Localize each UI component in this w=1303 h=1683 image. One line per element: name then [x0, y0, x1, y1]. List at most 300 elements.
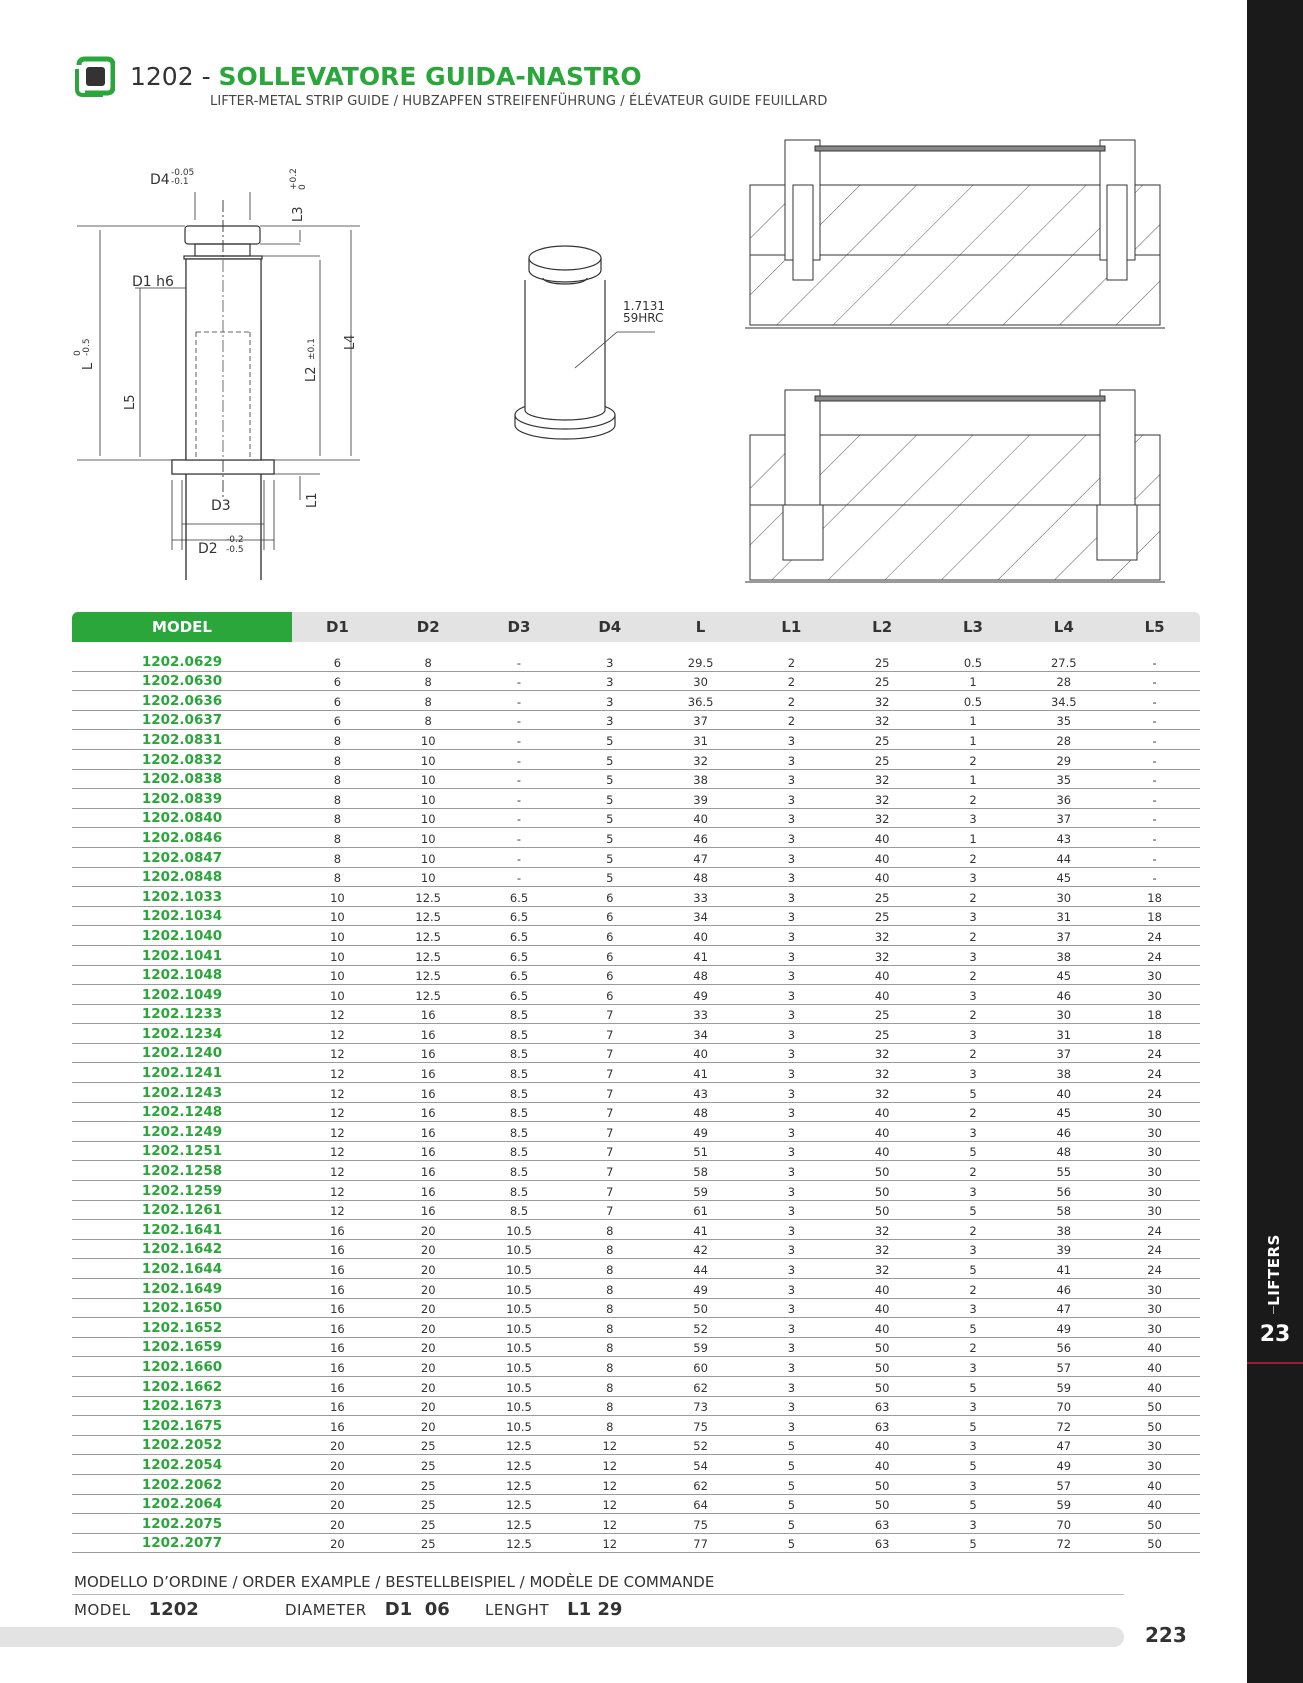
column-header: L [695, 618, 706, 636]
table-cell: 2 [969, 851, 977, 866]
table-cell: 16 [330, 1321, 345, 1336]
table-row [72, 966, 1200, 986]
table-cell: 12.5 [415, 910, 441, 925]
table-cell: 12 [330, 1086, 345, 1101]
label-material: 1.7131 [623, 299, 665, 313]
table-cell: 10 [420, 812, 436, 827]
model-code-cell: 1202.1251 [141, 1143, 223, 1160]
table-cell: 5 [969, 1537, 977, 1552]
table-cell: 30 [1147, 988, 1162, 1003]
table-cell: 50 [693, 1302, 708, 1317]
table-cell: 5 [787, 1458, 796, 1473]
table-cell: 12.5 [506, 1537, 532, 1552]
table-cell: 3 [787, 1086, 796, 1101]
table-cell: 3 [969, 910, 977, 925]
table-cell: 3 [969, 1125, 977, 1140]
table-cell: 5 [787, 1439, 796, 1454]
table-cell: 41 [693, 1067, 708, 1082]
table-cell: 3 [787, 812, 796, 827]
table-row [72, 711, 1200, 731]
table-cell: 25 [420, 1458, 436, 1473]
table-cell: 38 [1056, 949, 1072, 964]
table-cell: 5 [606, 851, 614, 866]
table-cell: 3 [787, 988, 796, 1003]
table-cell: 3 [787, 1243, 796, 1258]
table-cell: 20 [420, 1419, 436, 1434]
model-code-cell: 1202.0636 [141, 692, 223, 709]
model-code-cell: 1202.2052 [141, 1437, 223, 1454]
table-cell: 10.5 [506, 1360, 532, 1375]
model-code-cell: 1202.0846 [141, 829, 223, 846]
table-cell: 3 [787, 1341, 796, 1356]
table-cell: 7 [606, 1047, 614, 1062]
model-code-cell: 1202.1673 [141, 1398, 223, 1415]
table-cell: 40 [1147, 1498, 1162, 1513]
table-cell: 20 [420, 1400, 436, 1415]
table-cell: 45 [1056, 969, 1072, 984]
table-cell: 40 [874, 988, 890, 1003]
table-cell: 16 [330, 1419, 345, 1434]
table-row [72, 1220, 1200, 1240]
table-cell: 45 [1056, 1106, 1072, 1121]
table-cell: 5 [969, 1204, 977, 1219]
model-code-cell: 1202.2064 [141, 1496, 223, 1513]
table-cell: 3 [787, 1360, 796, 1375]
table-row [72, 1122, 1200, 1142]
model-code-cell: 1202.1259 [141, 1182, 223, 1199]
table-row [72, 868, 1200, 888]
title-name: SOLLEVATORE GUIDA-NASTRO [218, 62, 642, 91]
table-cell: 12 [602, 1498, 618, 1513]
table-cell: 37 [693, 714, 708, 729]
table-cell: 30 [1147, 969, 1162, 984]
table-cell: 40 [874, 1125, 890, 1140]
table-cell: 25 [874, 1027, 890, 1042]
table-cell: 10.5 [506, 1400, 532, 1415]
table-cell: 25 [420, 1498, 436, 1513]
table-cell: 40 [693, 929, 708, 944]
table-cell: 6.5 [509, 929, 529, 944]
model-code-cell: 1202.1034 [141, 908, 223, 925]
table-cell: 30 [1056, 1008, 1072, 1023]
table-cell: 10 [420, 753, 436, 768]
table-cell: 55 [1056, 1165, 1072, 1180]
table-cell: 1 [969, 733, 977, 748]
table-cell: 25 [420, 1537, 436, 1552]
table-cell: 3 [787, 1400, 796, 1415]
table-cell: 5 [606, 773, 614, 788]
table-cell: 40 [874, 851, 890, 866]
table-cell: 10.5 [506, 1302, 532, 1317]
table-cell: 64 [693, 1498, 708, 1513]
table-cell: 3 [787, 1145, 796, 1160]
model-code-cell: 1202.1041 [141, 947, 223, 964]
table-cell: 20 [420, 1282, 436, 1297]
table-cell: 24 [1147, 1263, 1162, 1277]
table-cell: 49 [693, 1282, 708, 1297]
table-cell: 8.5 [509, 1106, 529, 1121]
page-number: 223 [1145, 1623, 1187, 1647]
table-cell: 3 [787, 949, 796, 964]
column-header: L3 [962, 618, 983, 636]
table-cell: 40 [874, 1321, 890, 1336]
table-cell: 77 [693, 1537, 708, 1552]
table-cell: 50 [874, 1184, 890, 1199]
table-cell: 3 [969, 988, 977, 1003]
table-cell: 59 [693, 1341, 708, 1356]
table-cell: 47 [693, 851, 708, 866]
table-row [72, 1436, 1200, 1456]
table-cell: 16 [330, 1341, 345, 1356]
table-cell: 25 [874, 890, 890, 905]
table-cell: 72 [1056, 1419, 1072, 1434]
table-cell: 3 [969, 812, 977, 827]
table-row [72, 1338, 1200, 1358]
table-cell: 29 [1056, 753, 1072, 768]
table-cell: 8 [606, 1400, 614, 1415]
table-cell: 36.5 [687, 694, 714, 709]
table-cell: 3 [606, 655, 614, 670]
table-cell: 20 [330, 1537, 345, 1552]
table-cell: - [516, 792, 522, 807]
table-row [72, 1063, 1200, 1083]
table-cell: 8 [424, 714, 432, 729]
table-cell: 2 [969, 1282, 977, 1297]
table-cell: 8.5 [509, 1067, 529, 1082]
table-cell: 16 [420, 1125, 436, 1140]
table-cell: 3 [787, 753, 796, 768]
table-cell: 25 [874, 753, 890, 768]
model-code-cell: 1202.0848 [141, 869, 223, 886]
side-tab [1247, 0, 1303, 1683]
table-cell: 30 [1147, 1165, 1162, 1180]
table-cell: - [1152, 792, 1157, 807]
table-cell: 3 [969, 949, 977, 964]
side-tab-number: 23 [1259, 1322, 1291, 1347]
table-cell: 12.5 [506, 1478, 532, 1493]
table-cell: 30 [1147, 1106, 1162, 1121]
table-cell: - [516, 753, 522, 768]
table-cell: 2 [787, 694, 796, 709]
table-cell: 16 [420, 1145, 436, 1160]
table-cell: 56 [1056, 1184, 1072, 1199]
table-cell: 3 [969, 1184, 977, 1199]
table-cell: 3 [969, 1517, 977, 1532]
column-header: L5 [1144, 618, 1165, 636]
table-cell: 8.5 [509, 1184, 529, 1199]
table-cell: 40 [874, 1106, 890, 1121]
table-cell: 32 [874, 949, 890, 964]
table-cell: 7 [606, 1165, 614, 1180]
column-header: MODEL [72, 612, 292, 642]
table-cell: 16 [420, 1008, 436, 1023]
table-cell: 2 [787, 714, 796, 729]
table-cell: - [516, 773, 522, 788]
table-cell: 39 [693, 792, 708, 807]
table-cell: 16 [330, 1263, 345, 1277]
table-row [72, 1024, 1200, 1044]
assembly-section-lower [745, 380, 1165, 590]
table-cell: 6.5 [509, 910, 529, 925]
label-d2: D2 [198, 541, 218, 557]
table-cell: 32 [874, 1067, 890, 1082]
table-cell: 3 [787, 1184, 796, 1199]
table-cell: 16 [420, 1184, 436, 1199]
model-code-cell: 1202.1233 [141, 1006, 223, 1023]
table-cell: 10.5 [506, 1380, 532, 1395]
table-cell: 10.5 [506, 1341, 532, 1356]
table-cell: 46 [1056, 988, 1072, 1003]
table-cell: 3 [787, 792, 796, 807]
table-cell: 20 [330, 1517, 345, 1532]
table-cell: 45 [1056, 871, 1072, 886]
model-code-cell: 1202.1234 [141, 1025, 223, 1042]
table-cell: 8.5 [509, 1027, 529, 1042]
table-cell: 3 [787, 1125, 796, 1140]
model-code-cell: 1202.1249 [141, 1123, 223, 1140]
table-cell: 46 [693, 831, 708, 846]
table-cell: 3 [787, 1302, 796, 1317]
table-cell: 35 [1056, 773, 1072, 788]
table-cell: 42 [693, 1243, 708, 1258]
table-cell: - [516, 733, 522, 748]
table-row [72, 1103, 1200, 1123]
model-code-cell: 1202.2054 [141, 1456, 223, 1473]
table-cell: 16 [330, 1282, 345, 1297]
table-cell: 12 [330, 1145, 345, 1160]
table-cell: 10.5 [506, 1282, 532, 1297]
table-cell: 12 [330, 1008, 345, 1023]
model-code-cell: 1202.1641 [141, 1221, 223, 1238]
table-cell: - [1152, 714, 1157, 729]
table-cell: 5 [787, 1478, 796, 1493]
table-cell: 28 [1056, 675, 1072, 690]
table-cell: 3 [787, 831, 796, 846]
table-cell: 50 [1147, 1400, 1162, 1415]
table-cell: 16 [330, 1400, 345, 1415]
table-cell: 49 [1056, 1321, 1072, 1336]
table-cell: 30 [1147, 1321, 1162, 1336]
table-cell: 62 [693, 1380, 708, 1395]
label-d4-tol-bottom: -0.1 [171, 177, 189, 187]
order-diameter [285, 1599, 450, 1620]
table-cell: 6 [333, 655, 342, 670]
table-cell: 8 [333, 812, 342, 827]
table-row [72, 1397, 1200, 1417]
table-row [72, 1455, 1200, 1475]
table-cell: 3 [787, 1321, 796, 1336]
model-code-cell: 1202.0629 [141, 653, 223, 670]
table-cell: 2 [969, 890, 977, 905]
table-cell: - [1152, 871, 1157, 886]
table-cell: 12.5 [506, 1439, 532, 1454]
table-cell: 34.5 [1050, 694, 1077, 709]
table-cell: 63 [874, 1400, 890, 1415]
table-cell: 50 [874, 1341, 890, 1356]
table-cell: 12.5 [506, 1517, 532, 1532]
table-cell: 12 [330, 1106, 345, 1121]
table-cell: 20 [330, 1458, 345, 1473]
side-tab-accent [1247, 1362, 1303, 1364]
table-cell: 18 [1147, 910, 1162, 925]
table-cell: 5 [969, 1380, 977, 1395]
table-cell: 6.5 [509, 949, 529, 964]
model-code-cell: 1202.1659 [141, 1339, 223, 1356]
model-code-cell: 1202.1240 [141, 1045, 223, 1062]
table-cell: 7 [606, 1008, 614, 1023]
table-body [72, 652, 1200, 1553]
table-cell: 50 [874, 1204, 890, 1219]
table-cell: 3 [787, 1204, 796, 1219]
model-code-cell: 1202.1049 [141, 986, 223, 1003]
model-code-cell: 1202.1652 [141, 1319, 223, 1336]
table-cell: 32 [874, 1086, 890, 1101]
model-code-cell: 1202.1048 [141, 967, 223, 984]
table-cell: 40 [874, 871, 890, 886]
model-code-cell: 1202.2062 [141, 1476, 223, 1493]
table-cell: 1 [969, 831, 977, 846]
table-cell: 49 [1056, 1458, 1072, 1473]
model-code-cell: 1202.0847 [141, 849, 223, 866]
table-cell: 43 [1056, 831, 1072, 846]
table-cell: 2 [969, 929, 977, 944]
table-cell: 12.5 [506, 1458, 532, 1473]
table-cell: 24 [1147, 949, 1162, 964]
table-cell: 59 [1056, 1498, 1072, 1513]
brand-logo-icon [73, 55, 115, 97]
table-row [72, 789, 1200, 809]
table-cell: 7 [606, 1204, 614, 1219]
table-cell: 2 [969, 1165, 977, 1180]
table-cell: 36 [1056, 792, 1072, 807]
table-cell: 10 [420, 773, 436, 788]
table-row [72, 672, 1200, 692]
table-cell: 32 [693, 753, 708, 768]
table-cell: 60 [693, 1360, 708, 1375]
table-cell: 37 [1056, 929, 1072, 944]
table-header-row [72, 612, 1200, 642]
table-cell: 3 [787, 1106, 796, 1121]
table-cell: 47 [1056, 1302, 1072, 1317]
table-cell: 12 [330, 1204, 345, 1219]
table-cell: 8.5 [509, 1008, 529, 1023]
table-cell: 49 [693, 988, 708, 1003]
table-cell: 49 [693, 1125, 708, 1140]
table-cell: 7 [606, 1145, 614, 1160]
table-cell: 0.5 [963, 655, 983, 670]
table-cell: 10.5 [506, 1419, 532, 1434]
table-cell: 44 [693, 1263, 708, 1277]
table-cell: 8 [424, 694, 432, 709]
table-cell: 8 [333, 871, 342, 886]
label-d1: D1 h6 [132, 274, 174, 290]
model-code-cell: 1202.0840 [141, 810, 223, 827]
table-cell: 1 [969, 773, 977, 788]
table-row [72, 1201, 1200, 1221]
table-cell: 6 [606, 988, 614, 1003]
table-cell: 8 [606, 1302, 614, 1317]
table-cell: 38 [693, 773, 708, 788]
table-cell: 58 [1056, 1204, 1072, 1219]
table-cell: 39 [1056, 1243, 1072, 1258]
table-cell: 32 [874, 812, 890, 827]
table-row [72, 691, 1200, 711]
table-cell: 16 [330, 1302, 345, 1317]
table-cell: 2 [787, 675, 796, 690]
table-cell: 70 [1056, 1400, 1072, 1415]
table-cell: 5 [787, 1537, 796, 1552]
table-cell: 12.5 [415, 929, 441, 944]
model-code-cell: 1202.1248 [141, 1104, 223, 1121]
table-cell: 12 [330, 1067, 345, 1082]
table-row [72, 1083, 1200, 1103]
model-code-cell: 1202.1644 [141, 1261, 223, 1277]
table-cell: 20 [330, 1439, 345, 1454]
table-cell: 32 [874, 1223, 890, 1238]
table-cell: 38 [1056, 1067, 1072, 1082]
table-cell: 31 [1056, 910, 1072, 925]
table-cell: 3 [787, 910, 796, 925]
table-cell: 25 [420, 1478, 436, 1493]
table-cell: 30 [1147, 1145, 1162, 1160]
label-l2-tol: ±0.1 [307, 338, 317, 360]
model-code-cell: 1202.0630 [141, 673, 223, 690]
table-cell: 20 [420, 1243, 436, 1258]
table-cell: 40 [874, 1439, 890, 1454]
table-cell: 54 [693, 1458, 708, 1473]
table-cell: 12 [330, 1165, 345, 1180]
table-cell: 30 [693, 675, 708, 690]
model-code-cell: 1202.0831 [141, 731, 223, 748]
table-cell: 34 [693, 910, 708, 925]
table-row [72, 809, 1200, 829]
table-cell: 30 [1147, 1204, 1162, 1219]
table-cell: 6 [333, 694, 342, 709]
table-cell: 8 [333, 851, 342, 866]
table-row [72, 1514, 1200, 1534]
table-cell: 40 [874, 969, 890, 984]
table-cell: 20 [420, 1223, 436, 1238]
technical-drawing [60, 160, 390, 580]
table-cell: 25 [420, 1439, 436, 1454]
table-cell: 40 [693, 1047, 708, 1062]
label-l2: L2 [304, 366, 319, 382]
table-cell: 56 [1056, 1341, 1072, 1356]
table-cell: 5 [606, 812, 614, 827]
table-cell: 10 [330, 969, 345, 984]
model-code-cell: 1202.2075 [141, 1515, 223, 1532]
table-row [72, 1279, 1200, 1299]
table-cell: 3 [969, 1439, 977, 1454]
table-cell: - [516, 714, 522, 729]
label-l1: L1 [305, 492, 320, 508]
table-cell: 38 [1056, 1223, 1072, 1238]
table-cell: 2 [969, 1106, 977, 1121]
table-cell: 0.5 [963, 694, 983, 709]
table-cell: 8 [424, 655, 432, 670]
table-cell: 3 [787, 871, 796, 886]
table-cell: 6 [606, 949, 614, 964]
table-cell: 20 [420, 1263, 436, 1277]
model-code-cell: 1202.2077 [141, 1535, 223, 1552]
side-tab-separator [1273, 1306, 1274, 1314]
label-l3-tol-top: +0.2 [289, 168, 299, 190]
table-cell: 12 [330, 1184, 345, 1199]
table-cell: 6 [333, 714, 342, 729]
table-cell: 30 [1147, 1125, 1162, 1140]
table-cell: 32 [874, 714, 890, 729]
table-cell: 10.5 [506, 1243, 532, 1258]
